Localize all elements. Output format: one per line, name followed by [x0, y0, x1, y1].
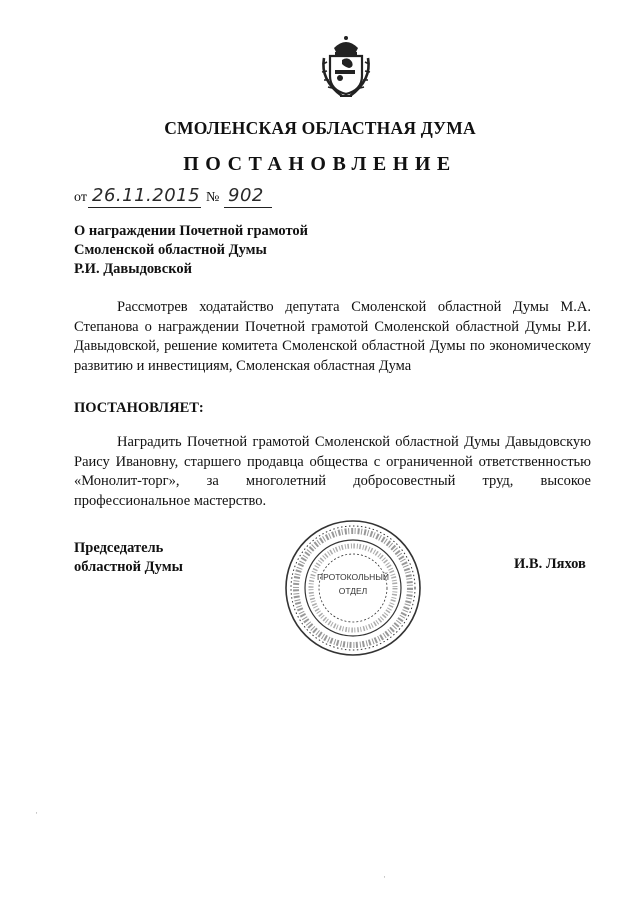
document-type-title: ПОСТАНОВЛЕНИЕ	[183, 153, 457, 175]
stamp-inner-text: ПРОТОКОЛЬНЫЙ	[317, 572, 389, 582]
date-underline	[88, 207, 201, 208]
subject-line: О награждении Почетной грамотой	[74, 223, 309, 239]
preamble-text: Рассмотрев ходатайство депутата Смоленской областной Думы М.А. Степанова о награждении Почетной грамотой Смоленской областной Думы Р.И. Давыдовской, решение комитета Смоленской областной Думы по экономическому развитию и инвестициям, Смоленская областная Дума	[74, 299, 591, 374]
signatory-title	[74, 539, 183, 577]
signatory-title-line: областной Думы	[74, 559, 183, 575]
number-underline	[224, 207, 272, 208]
handwritten-date: 26.11.2015	[92, 185, 201, 206]
subject-line: Р.И. Давыдовской	[74, 261, 193, 277]
document-subject	[74, 222, 308, 279]
subject-line: Смоленской областной Думы	[74, 242, 267, 258]
coat-of-arms-icon	[318, 34, 374, 100]
resolves-heading: ПОСТАНОВЛЯЕТ:	[74, 400, 204, 416]
signatory-name: И.В. Ляхов	[514, 556, 586, 572]
scan-artifact: ·	[35, 808, 38, 818]
scan-artifact: ·	[383, 872, 386, 882]
body-paragraph-preamble	[74, 298, 591, 376]
body-paragraph-resolution	[74, 433, 591, 511]
resolution-text: Наградить Почетной грамотой Смоленской областной Думы Давыдовскую Раису Ивановну, старшего продавца общества с ограниченной ответственностью «Монолит-торг», за многолетний добросовестный труд, высокое профессиональное мастерство.	[74, 434, 591, 509]
number-label: №	[206, 190, 220, 205]
handwritten-number: 902	[228, 185, 264, 206]
organization-title: СМОЛЕНСКАЯ ОБЛАСТНАЯ ДУМА	[164, 118, 476, 138]
official-stamp	[283, 518, 423, 658]
signatory-title-line: Председатель	[74, 540, 164, 556]
date-number-line	[74, 186, 334, 210]
date-from-label: от	[74, 190, 87, 205]
stamp-inner-text: ОТДЕЛ	[338, 586, 368, 596]
